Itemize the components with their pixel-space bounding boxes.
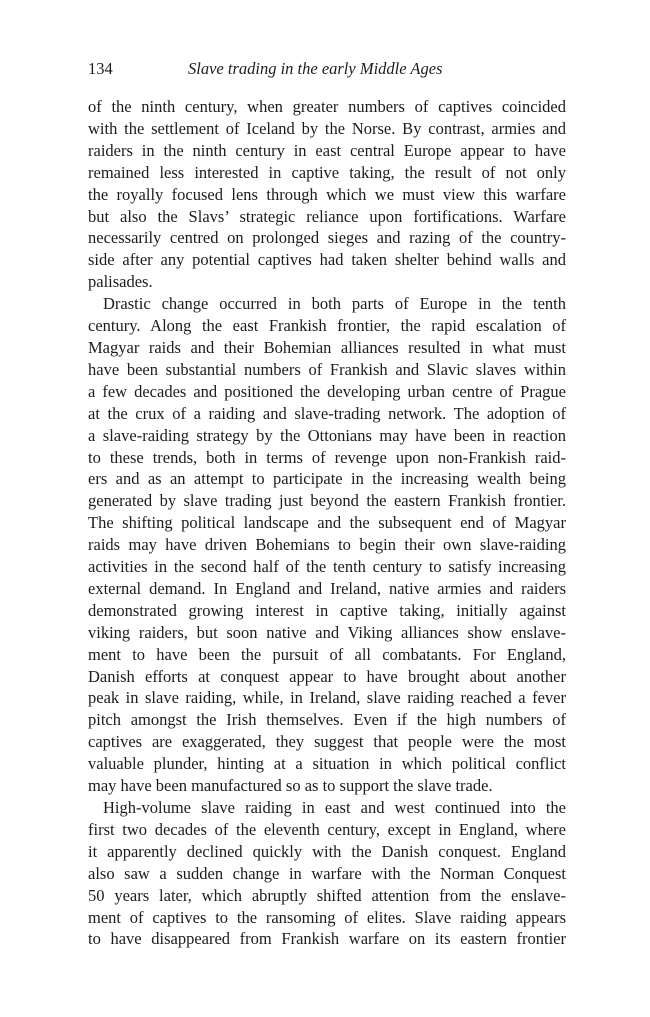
text-line: external demand. In England and Ireland, native armies and raiders <box>88 578 566 598</box>
text-line: have been substantial numbers of Frankish and Slavic slaves within <box>88 359 566 379</box>
text-line: a slave-raiding strategy by the Ottonians may have been in reaction <box>88 425 566 445</box>
text-line: with the settlement of Iceland by the Norse. By contrast, armies and <box>88 118 566 138</box>
text-line: Drastic change occurred in both parts of Europe in the tenth <box>103 294 566 314</box>
text-line: activities in the second half of the tenth century to satisfy increasing <box>88 557 566 577</box>
text-line: also saw a sudden change in warfare with the Norman Conquest <box>88 863 566 883</box>
text-line: to have disappeared from Frankish warfare on its eastern frontier <box>88 929 566 949</box>
text-line: at the crux of a raiding and slave-trading network. The adoption of <box>88 403 566 423</box>
text-line: viking raiders, but soon native and Viking alliances show enslave- <box>88 622 566 642</box>
text-line: pitch amongst the Irish themselves. Even if the high numbers of <box>88 710 566 730</box>
text-line: palisades. <box>88 272 153 292</box>
running-head <box>88 56 566 82</box>
text-line: the royally focused lens through which we must view this warfare <box>88 184 566 204</box>
book-page <box>88 56 566 950</box>
text-line: it apparently declined quickly with the Danish conquest. England <box>88 841 566 861</box>
text-line: Danish efforts at conquest appear to have brought about another <box>88 666 566 686</box>
paragraph <box>88 797 566 950</box>
text-line: ment to have been the pursuit of all combatants. For England, <box>88 644 566 664</box>
text-line: Magyar raids and their Bohemian alliances resulted in what must <box>88 337 566 357</box>
text-line: peak in slave raiding, while, in Ireland, slave raiding reached a fever <box>88 688 566 708</box>
text-line: valuable plunder, hinting at a situation in which political conflict <box>88 754 566 774</box>
text-line: first two decades of the eleventh century, except in England, where <box>88 819 566 839</box>
text-line: ers and as an attempt to participate in the increasing wealth being <box>88 469 566 489</box>
text-line: necessarily centred on prolonged sieges and razing of the country- <box>88 228 566 248</box>
text-line: century. Along the east Frankish frontier, the rapid escalation of <box>88 316 566 336</box>
page-number: 134 <box>88 59 113 78</box>
text-line: 50 years later, which abruptly shifted attention from the enslave- <box>88 885 566 905</box>
text-line: a few decades and positioned the developing urban centre of Prague <box>88 381 566 401</box>
text-line: captives are exaggerated, they suggest that people were the most <box>88 732 566 752</box>
body-text <box>88 96 566 950</box>
text-line: ment of captives to the ransoming of elites. Slave raiding appears <box>88 907 566 927</box>
paragraph <box>88 293 566 797</box>
text-line: raiders in the ninth century in east central Europe appear to have <box>88 140 566 160</box>
text-line: raids may have driven Bohemians to begin their own slave-raiding <box>88 535 566 555</box>
text-line: may have been manufactured so as to support the slave trade. <box>88 776 493 796</box>
text-line: demonstrated growing interest in captive taking, initially against <box>88 600 566 620</box>
text-line: to these trends, both in terms of revenge upon non-Frankish raid- <box>88 447 566 467</box>
text-line: High-volume slave raiding in east and west continued into the <box>103 798 566 817</box>
text-line: side after any potential captives had taken shelter behind walls and <box>88 250 566 270</box>
text-line: remained less interested in captive taking, the result of not only <box>88 162 566 182</box>
text-line: The shifting political landscape and the subsequent end of Magyar <box>88 513 566 533</box>
running-title: Slave trading in the early Middle Ages <box>188 59 443 78</box>
text-line: but also the Slavs’ strategic reliance upon fortifications. Warfare <box>88 206 566 226</box>
text-line: of the ninth century, when greater numbers of captives coincided <box>88 97 566 116</box>
text-line: generated by slave trading just beyond the eastern Frankish frontier. <box>88 491 566 511</box>
paragraph <box>88 96 566 293</box>
